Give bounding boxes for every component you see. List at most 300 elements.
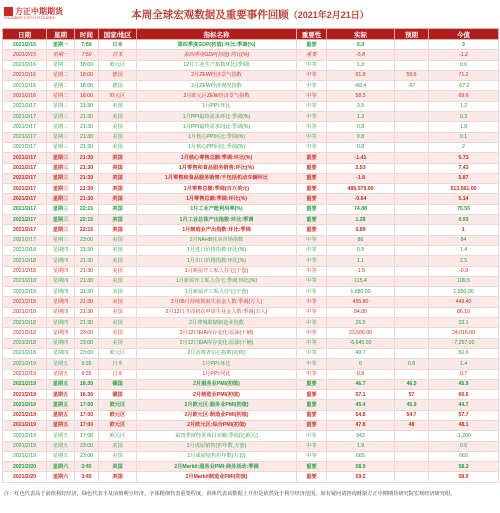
- column-header: 国家/地区: [99, 29, 137, 40]
- actual-cell: 23,580.00: [327, 328, 395, 338]
- weekday-cell: 星期一: [47, 50, 75, 60]
- time-cell: 21:30: [75, 194, 99, 204]
- region-cell: 美国: [99, 451, 137, 461]
- date-cell: 2021/2/18: [3, 318, 47, 328]
- actual-cell: -0.64: [327, 194, 395, 204]
- date-cell: 2021/2/17: [3, 122, 47, 132]
- importance-cell: 中等: [297, 431, 327, 441]
- forecast-cell: [395, 173, 429, 183]
- forecast-cell: [395, 462, 429, 472]
- date-cell: 2021/2/18: [3, 328, 47, 338]
- weekday-cell: 星期五: [47, 359, 75, 369]
- table-row: [3, 328, 499, 338]
- value-cell: 48.1: [429, 420, 499, 430]
- report-title: [0, 7, 500, 22]
- actual-cell: 1.1: [327, 256, 395, 266]
- region-cell: 美国: [99, 112, 137, 122]
- actual-cell: -1.41: [327, 153, 395, 163]
- weekday-cell: 星期三: [47, 215, 75, 225]
- value-cell: 1.8: [429, 122, 499, 132]
- time-cell: 22:15: [75, 215, 99, 225]
- time-cell: 21:30: [75, 153, 99, 163]
- importance-cell: 重要: [297, 225, 327, 235]
- table-row: [3, 287, 499, 297]
- value-cell: 50.6: [429, 348, 499, 358]
- time-cell: 23:00: [75, 441, 99, 451]
- region-cell: 美国: [99, 153, 137, 163]
- date-cell: 2021/2/17: [3, 194, 47, 204]
- region-cell: 美国: [99, 276, 137, 286]
- time-cell: 23:00: [75, 451, 99, 461]
- value-cell: 0.7: [429, 369, 499, 379]
- date-cell: 2021/2/19: [3, 359, 47, 369]
- value-cell: 0.6: [429, 60, 499, 70]
- weekday-cell: 星期三: [47, 194, 75, 204]
- time-cell: 21:30: [75, 184, 99, 194]
- table-row: [3, 245, 499, 255]
- actual-cell: 47.8: [327, 420, 395, 430]
- region-cell: 欧元区: [99, 431, 137, 441]
- forecast-cell: [395, 338, 429, 348]
- importance-cell: 中等: [297, 359, 327, 369]
- weekday-cell: 星期一: [47, 40, 75, 50]
- indicator-cell: 第四季度GDP(初值):环比:季调(%): [137, 40, 297, 50]
- table-row: [3, 40, 499, 50]
- region-cell: 德国: [99, 379, 137, 389]
- forecast-cell: [395, 122, 429, 132]
- actual-cell: 1.28: [327, 215, 395, 225]
- value-cell: -1,200: [429, 431, 499, 441]
- importance-cell: 中等: [297, 338, 327, 348]
- region-cell: 日本: [99, 359, 137, 369]
- indicator-cell: 2月ZEW经济现况指数: [137, 81, 297, 91]
- importance-cell: 重要: [297, 410, 327, 420]
- actual-cell: 46.7: [327, 379, 395, 389]
- actual-cell: 1.3: [327, 60, 395, 70]
- importance-cell: 中等: [297, 142, 327, 152]
- date-cell: 2021/2/19: [3, 379, 47, 389]
- actual-cell: 58.9: [327, 462, 395, 472]
- weekday-cell: 星期五: [47, 390, 75, 400]
- date-cell: 2021/2/17: [3, 142, 47, 152]
- table-row: [3, 101, 499, 111]
- importance-cell: 中等: [297, 245, 327, 255]
- indicator-cell: 第四季度经常项目差额:季调(亿欧元): [137, 431, 297, 441]
- table-row: [3, 132, 499, 142]
- forecast-cell: 48: [395, 420, 429, 430]
- date-cell: 2021/2/17: [3, 215, 47, 225]
- region-cell: 美国: [99, 297, 137, 307]
- importance-cell: 重要: [297, 40, 327, 50]
- importance-cell: 中等: [297, 348, 327, 358]
- time-cell: 7:50: [75, 40, 99, 50]
- date-cell: 2021/2/18: [3, 287, 47, 297]
- importance-cell: 重要: [297, 462, 327, 472]
- actual-cell: 84.80: [327, 307, 395, 317]
- forecast-cell: [395, 91, 429, 101]
- logo-chinese-name: 方正中期期货: [15, 7, 63, 16]
- table-row: [3, 215, 499, 225]
- macro-data-table: [2, 28, 499, 483]
- time-cell: 17:00: [75, 410, 99, 420]
- region-cell: 美国: [99, 287, 137, 297]
- footer-note: 注：红色代表高于前值利好经济，绿色代表不及前值利空经济。字体粗细代表重要程度，斜体代表该数据上升但是依然处于利空经济范围。如有疑问请咨询财新方正中期期货研究院宏观经济研究组。: [4, 491, 456, 497]
- date-cell: 2021/2/16: [3, 70, 47, 80]
- actual-cell: 0.8: [327, 142, 395, 152]
- forecast-cell: 59.6: [395, 70, 429, 80]
- forecast-cell: [395, 142, 429, 152]
- indicator-cell: 1月零售总额:季调:环比(%): [137, 194, 297, 204]
- region-cell: 美国: [99, 132, 137, 142]
- indicator-cell: 1月零售总额:季调(百万美元): [137, 184, 297, 194]
- region-cell: 美国: [99, 215, 137, 225]
- time-cell: 21:30: [75, 163, 99, 173]
- importance-cell: 重要: [297, 163, 327, 173]
- actual-cell: 942: [327, 431, 395, 441]
- region-cell: 德国: [99, 81, 137, 91]
- forecast-cell: [395, 194, 429, 204]
- indicator-cell: 2月欧元区:服务业PMI(初值): [137, 400, 297, 410]
- value-cell: 5.87: [429, 173, 499, 183]
- date-cell: 2021/2/17: [3, 204, 47, 214]
- table-row: [3, 173, 499, 183]
- time-cell: 21:30: [75, 297, 99, 307]
- region-cell: 美国: [99, 318, 137, 328]
- importance-cell: 重要: [297, 173, 327, 183]
- actual-cell: -1.5: [327, 266, 395, 276]
- actual-cell: 5.3: [327, 40, 395, 50]
- weekday-cell: 星期三: [47, 184, 75, 194]
- indicator-cell: 1月核心PPI同比:季调(%): [137, 142, 297, 152]
- region-cell: 欧元区: [99, 410, 137, 420]
- date-cell: 2021/2/17: [3, 153, 47, 163]
- table-row: [3, 184, 499, 194]
- weekday-cell: 星期五: [47, 379, 75, 389]
- date-cell: 2021/2/18: [3, 307, 47, 317]
- logo-english-name: FOUNDER CIFCO FUTURES: [4, 16, 55, 20]
- weekday-cell: 星期三: [47, 153, 75, 163]
- indicator-cell: 1月新屋开工私人住宅(千套): [137, 287, 297, 297]
- weekday-cell: 星期四: [47, 328, 75, 338]
- date-cell: 2021/2/16: [3, 60, 47, 70]
- time-cell: 16:30: [75, 390, 99, 400]
- time-cell: 21:30: [75, 318, 99, 328]
- indicator-cell: 1月新屋开工私人住宅(千套): [137, 266, 297, 276]
- forecast-cell: [395, 40, 429, 50]
- time-cell: 21:30: [75, 173, 99, 183]
- date-cell: 2021/2/18: [3, 266, 47, 276]
- importance-cell: 重要: [297, 472, 327, 482]
- time-cell: 21:30: [75, 122, 99, 132]
- region-cell: 美国: [99, 256, 137, 266]
- region-cell: 美国: [99, 441, 137, 451]
- indicator-cell: 1月零售和食品服务销售:不包括机动车辆环比: [137, 173, 297, 183]
- importance-cell: 重要: [297, 400, 327, 410]
- table-row: [3, 420, 499, 430]
- value-cell: 44.7: [429, 400, 499, 410]
- column-header: 日期: [3, 29, 47, 40]
- weekday-cell: 星期三: [47, 163, 75, 173]
- indicator-cell: 1月PPI最终需求同比:季调(%): [137, 122, 297, 132]
- value-cell: 2: [429, 142, 499, 152]
- actual-cell: 0.9: [327, 245, 395, 255]
- table-row: [3, 163, 499, 173]
- value-cell: 0.3: [429, 112, 499, 122]
- region-cell: 日本: [99, 369, 137, 379]
- weekday-cell: 星期二: [47, 91, 75, 101]
- importance-cell: 重要: [297, 420, 327, 430]
- date-cell: 2021/2/18: [3, 276, 47, 286]
- region-cell: 美国: [99, 101, 137, 111]
- importance-cell: 中等: [297, 369, 327, 379]
- importance-cell: 中等: [297, 112, 327, 122]
- date-cell: 2021/2/17: [3, 101, 47, 111]
- value-cell: 1.4: [429, 359, 499, 369]
- actual-cell: -66.4: [327, 81, 395, 91]
- actual-cell: 0: [327, 359, 395, 369]
- actual-cell: 54.8: [327, 410, 395, 420]
- value-cell: 60.6: [429, 390, 499, 400]
- value-cell: 449.40: [429, 297, 499, 307]
- time-cell: 23:00: [75, 348, 99, 358]
- weekday-cell: 星期三: [47, 225, 75, 235]
- importance-cell: 中等: [297, 70, 327, 80]
- indicator-cell: 第四季度GDP(初值):同比(%): [137, 50, 297, 60]
- weekday-cell: 星期四: [47, 276, 75, 286]
- date-cell: 2021/2/19: [3, 441, 47, 451]
- indicator-cell: 1月新屋开工私人住宅:季调:环比(%): [137, 276, 297, 286]
- region-cell: 美国: [99, 328, 137, 338]
- date-cell: 2021/2/17: [3, 235, 47, 245]
- forecast-cell: [395, 153, 429, 163]
- forecast-cell: [395, 50, 429, 60]
- time-cell: 23:00: [75, 328, 99, 338]
- indicator-cell: 2月Markit:服务业PMI:商务活动:季调: [137, 462, 297, 472]
- indicator-cell: 2月Markit制造业PMI(初值): [137, 472, 297, 482]
- time-cell: 21:30: [75, 287, 99, 297]
- time-cell: 16:30: [75, 379, 99, 389]
- weekday-cell: 星期四: [47, 318, 75, 328]
- indicator-cell: 1月PPI:环比: [137, 359, 297, 369]
- value-cell: 1: [429, 225, 499, 235]
- weekday-cell: 星期五: [47, 410, 75, 420]
- time-cell: 17:00: [75, 431, 99, 441]
- forecast-cell: [395, 451, 429, 461]
- table-row: [3, 194, 499, 204]
- forecast-cell: [395, 101, 429, 111]
- indicator-cell: 1月零售和食品服务销售:环比(%): [137, 163, 297, 173]
- importance-cell: 中等: [297, 122, 327, 132]
- actual-cell: 0.8: [327, 122, 395, 132]
- forecast-cell: [395, 204, 429, 214]
- value-cell: 513,561.00: [429, 184, 499, 194]
- actual-cell: 0.8: [327, 132, 395, 142]
- region-cell: 欧元区: [99, 91, 137, 101]
- indicator-cell: 2月12日EIA库存变化:原油(千桶): [137, 328, 297, 338]
- weekday-cell: 星期三: [47, 204, 75, 214]
- table-row: [3, 369, 499, 379]
- actual-cell: 455.80: [327, 297, 395, 307]
- actual-cell: 2.53: [327, 163, 395, 173]
- importance-cell: 中等: [297, 132, 327, 142]
- date-cell: 2021/2/19: [3, 420, 47, 430]
- indicator-cell: 1月工业产能利用率(%): [137, 204, 297, 214]
- table-row: [3, 462, 499, 472]
- importance-cell: 中等: [297, 307, 327, 317]
- value-cell: 3: [429, 40, 499, 50]
- forecast-cell: [395, 318, 429, 328]
- date-cell: 2021/2/18: [3, 348, 47, 358]
- weekday-cell: 星期四: [47, 266, 75, 276]
- value-cell: 0.1: [429, 132, 499, 142]
- region-cell: 美国: [99, 462, 137, 472]
- table-row: [3, 235, 499, 245]
- forecast-cell: 45.9: [395, 400, 429, 410]
- value-cell: 0.6: [429, 441, 499, 451]
- value-cell: 669: [429, 451, 499, 461]
- actual-cell: 1.9: [327, 441, 395, 451]
- region-cell: 美国: [99, 194, 137, 204]
- importance-cell: 中等: [297, 235, 327, 245]
- indicator-cell: 2月13日当周初次申请失业金人数:季调(万人): [137, 307, 297, 317]
- weekday-cell: 星期四: [47, 307, 75, 317]
- actual-cell: 74.88: [327, 204, 395, 214]
- table-row: [3, 60, 499, 70]
- time-cell: 17:00: [75, 420, 99, 430]
- value-cell: -7,257.00: [429, 338, 499, 348]
- time-cell: 18:00: [75, 81, 99, 91]
- value-cell: 7.43: [429, 163, 499, 173]
- weekday-cell: 星期三: [47, 101, 75, 111]
- time-cell: 3:45: [75, 472, 99, 482]
- importance-cell: 重要: [297, 194, 327, 204]
- time-cell: 21:30: [75, 276, 99, 286]
- region-cell: 美国: [99, 235, 137, 245]
- region-cell: 美国: [99, 142, 137, 152]
- region-cell: 美国: [99, 266, 137, 276]
- weekday-cell: 星期五: [47, 400, 75, 410]
- time-cell: 7:50: [75, 50, 99, 60]
- region-cell: 美国: [99, 307, 137, 317]
- importance-cell: 中等: [297, 60, 327, 70]
- time-cell: 18:00: [75, 60, 99, 70]
- weekday-cell: 星期二: [47, 60, 75, 70]
- importance-cell: 中等: [297, 266, 327, 276]
- time-cell: 21:30: [75, 307, 99, 317]
- importance-cell: 重要: [297, 153, 327, 163]
- indicator-cell: 2月服务业PMI(初值): [137, 379, 297, 389]
- weekday-cell: 星期三: [47, 235, 75, 245]
- forecast-cell: [395, 256, 429, 266]
- table-row: [3, 472, 499, 482]
- time-cell: 18:00: [75, 70, 99, 80]
- report-header: [0, 0, 500, 28]
- region-cell: 美国: [99, 472, 137, 482]
- forecast-cell: [395, 431, 429, 441]
- actual-cell: 49.7: [327, 348, 395, 358]
- date-cell: 2021/2/16: [3, 81, 47, 91]
- table-row: [3, 225, 499, 235]
- indicator-cell: 2月欧元区:制造业PMI(初值): [137, 410, 297, 420]
- value-cell: 24,016.00: [429, 328, 499, 338]
- forecast-cell: [395, 235, 429, 245]
- table-row: [3, 410, 499, 420]
- value-cell: 109.5: [429, 276, 499, 286]
- time-cell: 22:15: [75, 204, 99, 214]
- table-row: [3, 81, 499, 91]
- region-cell: 美国: [99, 204, 137, 214]
- column-header: 今值: [429, 29, 499, 40]
- indicator-cell: 2月欧元区:综合PMI(初值): [137, 420, 297, 430]
- time-cell: 9:35: [75, 359, 99, 369]
- weekday-cell: 星期三: [47, 112, 75, 122]
- importance-cell: 中等: [297, 101, 327, 111]
- date-cell: 2021/2/18: [3, 297, 47, 307]
- time-cell: 22:15: [75, 225, 99, 235]
- indicator-cell: 12月工业生产指数环比(季调): [137, 60, 297, 70]
- region-cell: 美国: [99, 338, 137, 348]
- date-cell: 2021/2/19: [3, 400, 47, 410]
- value-cell: 5.73: [429, 153, 499, 163]
- table-row: [3, 153, 499, 163]
- actual-cell: 58.3: [327, 91, 395, 101]
- weekday-cell: 星期六: [47, 462, 75, 472]
- table-row: [3, 359, 499, 369]
- importance-cell: 中等: [297, 256, 327, 266]
- weekday-cell: 星期五: [47, 369, 75, 379]
- indicator-cell: 2月06日持续领取失业金人数:季调(万人): [137, 297, 297, 307]
- importance-cell: 重要: [297, 204, 327, 214]
- date-cell: 2021/2/17: [3, 173, 47, 183]
- table-row: [3, 441, 499, 451]
- region-cell: 日本: [99, 50, 137, 60]
- time-cell: 21:30: [75, 256, 99, 266]
- indicator-cell: 1月PPI:同比: [137, 369, 297, 379]
- table-row: [3, 297, 499, 307]
- forecast-cell: 54.7: [395, 410, 429, 420]
- forecast-cell: [395, 276, 429, 286]
- indicator-cell: 2月消费者信心指数(初值): [137, 348, 297, 358]
- actual-cell: 0.89: [327, 225, 395, 235]
- weekday-cell: 星期三: [47, 173, 75, 183]
- weekday-cell: 星期二: [47, 70, 75, 80]
- time-cell: 17:00: [75, 400, 99, 410]
- table-row: [3, 451, 499, 461]
- table-row: [3, 431, 499, 441]
- actual-cell: 45.4: [327, 400, 395, 410]
- forecast-cell: [395, 132, 429, 142]
- date-cell: 2021/2/19: [3, 369, 47, 379]
- importance-cell: 中等: [297, 318, 327, 328]
- forecast-cell: 46.5: [395, 379, 429, 389]
- time-cell: 9:35: [75, 369, 99, 379]
- value-cell: -67.2: [429, 81, 499, 91]
- indicator-cell: 1月工业总体产出指数:环比:季调: [137, 215, 297, 225]
- forecast-cell: 0.8: [395, 359, 429, 369]
- date-cell: 2021/2/17: [3, 184, 47, 194]
- actual-cell: 26.5: [327, 318, 395, 328]
- table-row: [3, 112, 499, 122]
- actual-cell: -6,645.00: [327, 338, 395, 348]
- region-cell: 美国: [99, 173, 137, 183]
- actual-cell: 115.4: [327, 276, 395, 286]
- table-row: [3, 142, 499, 152]
- region-cell: 欧元区: [99, 348, 137, 358]
- weekday-cell: 星期四: [47, 297, 75, 307]
- table-row: [3, 400, 499, 410]
- importance-cell: 中等: [297, 297, 327, 307]
- indicator-cell: 2月制造业PMI(初值): [137, 390, 297, 400]
